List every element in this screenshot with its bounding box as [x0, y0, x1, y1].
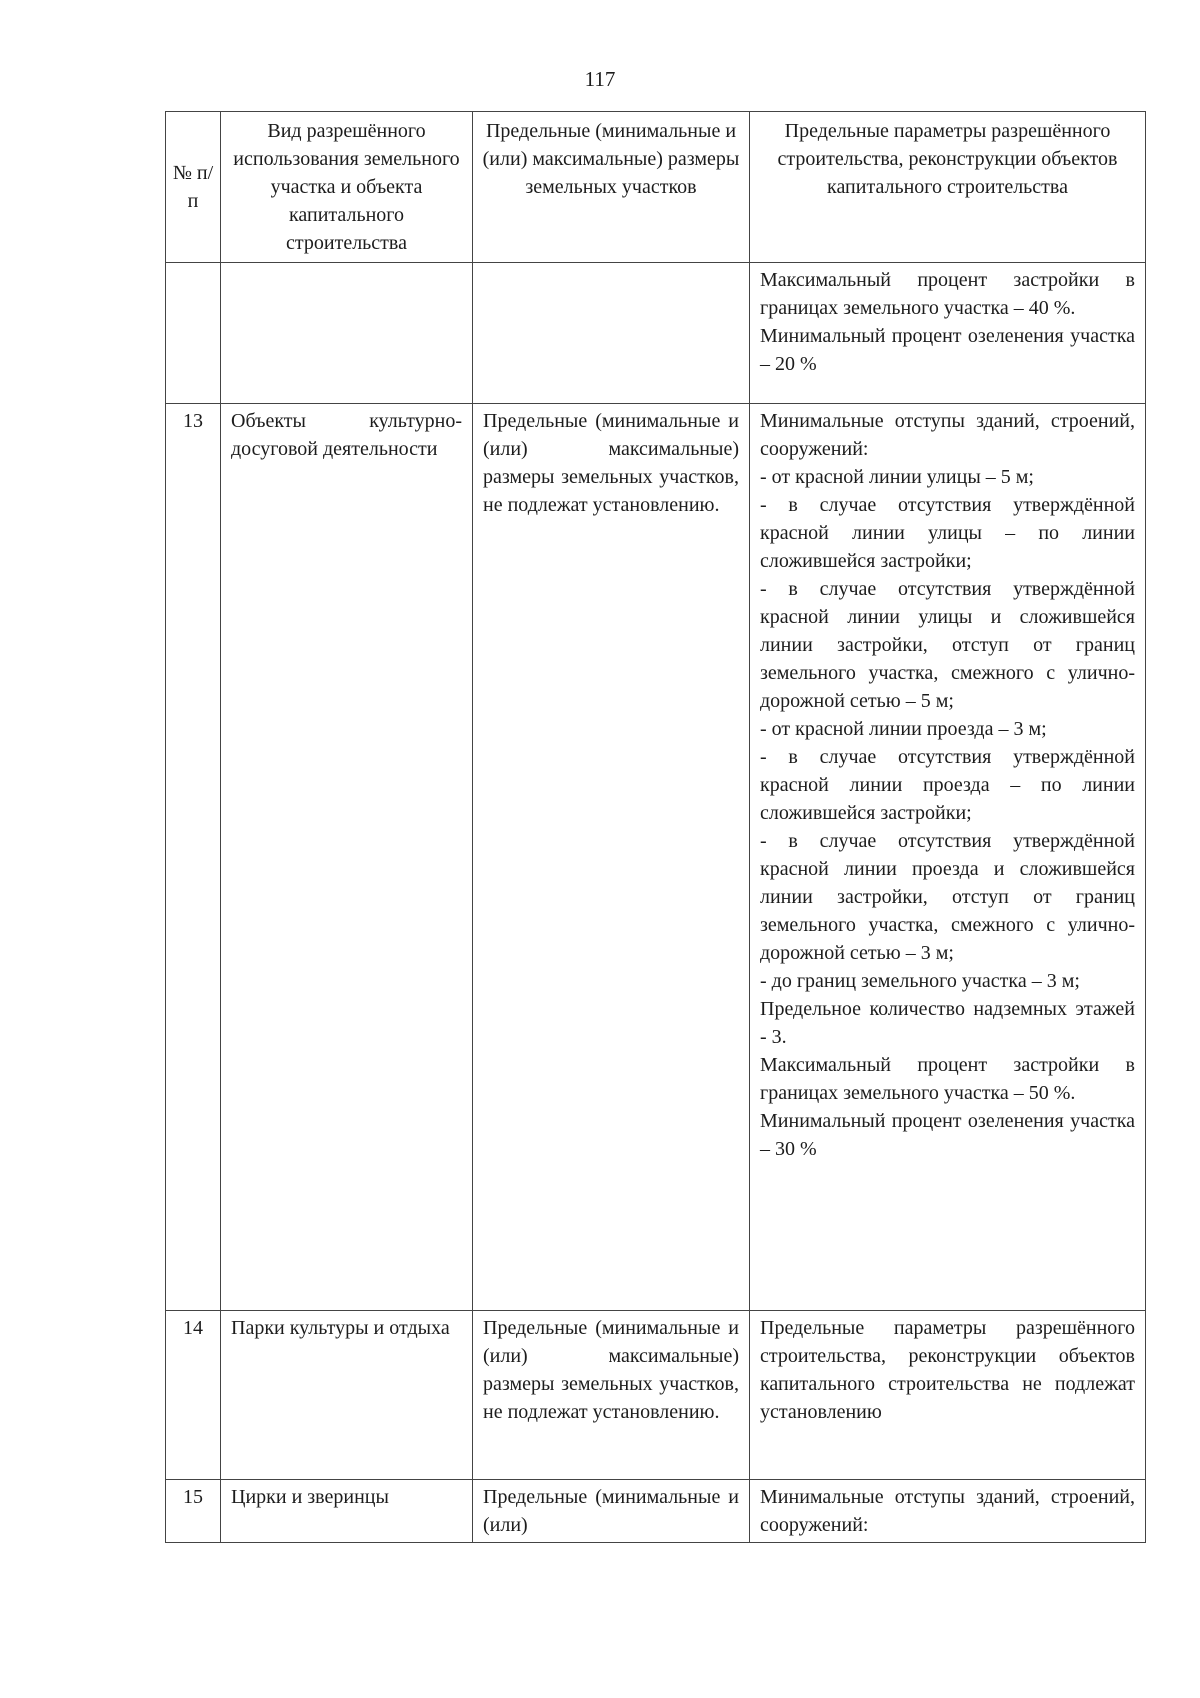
- header-build-params: Предельные параметры разрешённого строительства, реконструкции объектов капитального строительства: [750, 112, 1146, 263]
- row-build-params: [750, 263, 1146, 404]
- header-use-type: Вид разрешённого использования земельного участка и объекта капитального строительства: [221, 112, 473, 263]
- row-plot-sizes: Предельные (минимальные и (или) максимальные) размеры земельных участков, не подлежат установлению.: [473, 1311, 750, 1480]
- param-line: - в случае отсутствия утверждённой красной линии проезда и сложившейся линии застройки, отступ от границ земельного участка, смежного с улично-дорожной сетью – 3 м;: [760, 830, 1135, 964]
- param-line: Минимальные отступы зданий, строений, сооружений:: [760, 1486, 1135, 1536]
- row-number: 14: [166, 1311, 221, 1480]
- param-line: - в случае отсутствия утверждённой красной линии улицы – по линии сложившейся застройки;: [760, 494, 1135, 572]
- param-line: Минимальный процент озеленения участка – 30 %: [760, 1110, 1135, 1160]
- row-plot-sizes: [473, 263, 750, 404]
- page-number: 117: [584, 67, 616, 91]
- param-line: Максимальный процент застройки в границах земельного участка – 40 %.: [760, 269, 1135, 319]
- row-use-type: Цирки и зверинцы: [221, 1480, 473, 1543]
- row-use-type: [221, 263, 473, 404]
- zoning-parameters-table: [165, 111, 1146, 1543]
- param-line: Максимальный процент застройки в границах земельного участка – 50 %.: [760, 1054, 1135, 1104]
- row-plot-sizes: Предельные (минимальные и (или): [473, 1480, 750, 1543]
- param-line: Минимальные отступы зданий, строений, сооружений:: [760, 410, 1135, 460]
- param-line: - от красной линии улицы – 5 м;: [760, 466, 1034, 488]
- row-use-type: Парки культуры и отдыха: [221, 1311, 473, 1480]
- table-row: [166, 1480, 1146, 1543]
- header-number: № п/п: [166, 112, 221, 263]
- param-line: - до границ земельного участка – 3 м;: [760, 970, 1080, 992]
- header-plot-sizes: Предельные (минимальные и (или) максимальные) размеры земельных участков: [473, 112, 750, 263]
- table-row: [166, 404, 1146, 1311]
- table-row: [166, 1311, 1146, 1480]
- table-header-row: [166, 112, 1146, 263]
- row-build-params: [750, 1311, 1146, 1480]
- row-number: [166, 263, 221, 404]
- param-line: - от красной линии проезда – 3 м;: [760, 718, 1047, 740]
- table-row: [166, 263, 1146, 404]
- row-plot-sizes: Предельные (минимальные и (или) максимальные) размеры земельных участков, не подлежат установлению.: [473, 404, 750, 1311]
- row-number: 15: [166, 1480, 221, 1543]
- row-build-params: [750, 1480, 1146, 1543]
- param-line: Предельные параметры разрешённого строительства, реконструкции объектов капитального строительства не подлежат установлению: [760, 1317, 1135, 1423]
- param-line: - в случае отсутствия утверждённой красной линии проезда – по линии сложившейся застройки;: [760, 746, 1135, 824]
- row-build-params: [750, 404, 1146, 1311]
- param-line: Предельное количество надземных этажей - 3.: [760, 998, 1135, 1048]
- row-use-type: Объекты культурно-досуговой деятельности: [221, 404, 473, 1311]
- param-line: Минимальный процент озеленения участка – 20 %: [760, 325, 1135, 375]
- row-number: 13: [166, 404, 221, 1311]
- param-line: - в случае отсутствия утверждённой красной линии улицы и сложившейся линии застройки, отступ от границ земельного участка, смежного с улично-дорожной сетью – 5 м;: [760, 578, 1135, 712]
